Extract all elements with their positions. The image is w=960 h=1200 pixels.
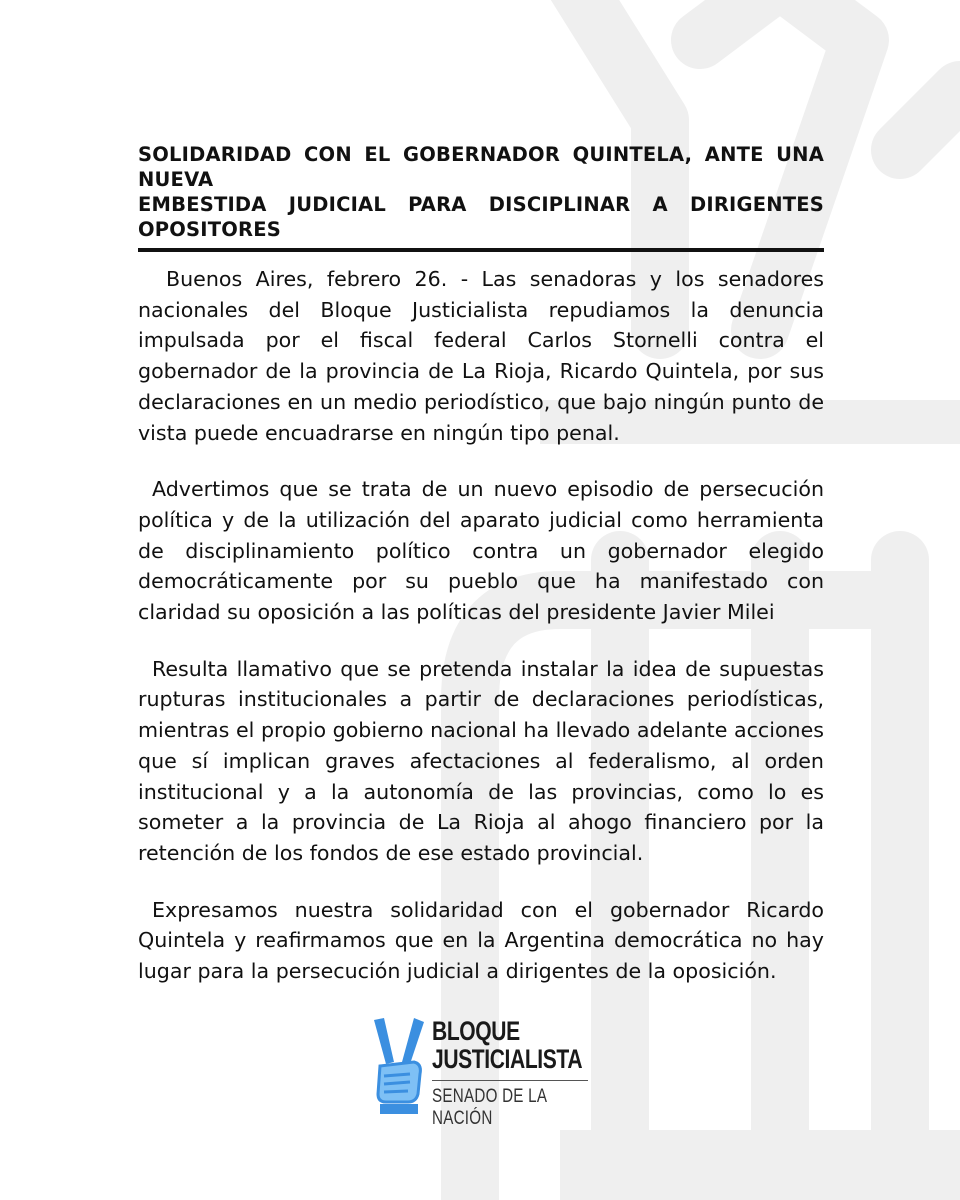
paragraph-2: Advertimos que se trata de un nuevo episodio de persecución política y de la utilización del aparato judicial como herramienta de disciplinamiento político contra un gobernador elegido democráticamente por su pueblo que ha manifestado con claridad su oposición a las políticas del presidente Javier Milei [138,477,824,625]
logo-divider [432,1080,588,1081]
paragraph-3: Resulta llamativo que se pretenda instalar la idea de supuestas rupturas institucionales a partir de declaraciones periodísticas, mientras el propio gobierno nacional ha llevado adelante acciones que sí implican graves afectaciones al federalismo, al orden institucional y a la autonomía de las provincias, como lo es someter a la provincia de La Rioja al ahogo financiero por la retención de los fondos de ese estado provincial. [138,656,824,865]
bloque-justicialista-logo [370,1016,600,1129]
press-release [138,142,824,1013]
peace-hand-icon [370,1016,426,1116]
logo-line-2: JUSTICIALISTA [432,1044,583,1074]
logo-subtitle: SENADO DE LA NACIÓN [432,1086,547,1129]
title-line-2: EMBESTIDA JUDICIAL PARA DISCIPLINAR A DIRIGENTES OPOSITORES [138,193,824,241]
logo-line-1: BLOQUE [432,1016,520,1046]
body-text [138,264,824,987]
title-line-1: SOLIDARIDAD CON EL GOBERNADOR QUINTELA, ANTE UNA NUEVA [138,143,824,191]
paragraph-1: Buenos Aires, febrero 26. - Las senadoras y los senadores nacionales del Bloque Justicialista repudiamos la denuncia impulsada por el fiscal federal Carlos Stornelli contra el gobernador de la provincia de La Rioja, Ricardo Quintela, por sus declaraciones en un medio periodístico, que bajo ningún punto de vista puede encuadrarse en ningún tipo penal. [138,267,824,445]
page-title [138,142,824,252]
paragraph-4: Expresamos nuestra solidaridad con el gobernador Ricardo Quintela y reafirmamos que en la Argentina democrática no hay lugar para la persecución judicial a dirigentes de la oposición. [138,897,824,984]
